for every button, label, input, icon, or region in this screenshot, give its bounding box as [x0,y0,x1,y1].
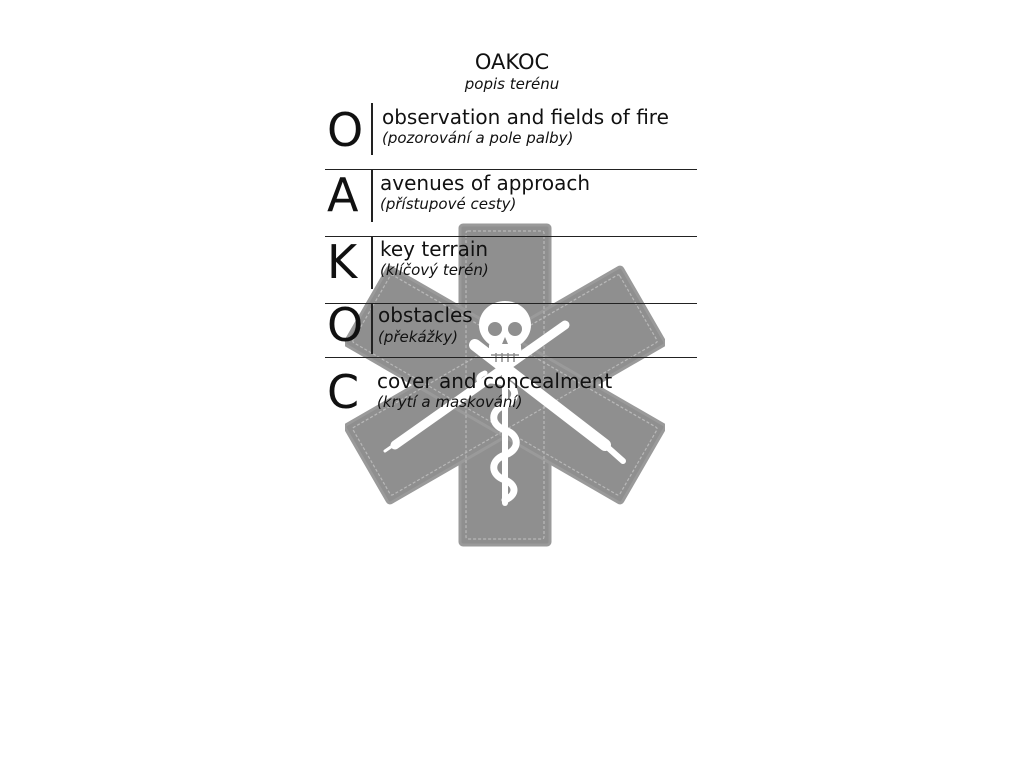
term-text: cover and concealment [377,369,613,393]
acronym-letter: K [327,235,358,289]
acronym-row [325,359,697,425]
acronym-letter: A [327,168,359,222]
acronym-letter: O [327,298,364,352]
row-divider-vertical [371,237,373,289]
translation-text: (klíčový terén) [380,261,489,279]
acronym-row [325,103,697,170]
acronym-row [325,237,697,304]
acronym-letter: O [327,103,364,157]
acronym-letter: C [327,365,360,419]
term-text: avenues of approach [380,171,591,195]
translation-text: (pozorování a pole palby) [382,129,574,147]
acronym-row [325,170,697,237]
term-text: observation and fields of fire [382,105,669,129]
row-divider-vertical [371,304,373,354]
row-divider-vertical [371,170,373,222]
page-title: OAKOC [474,50,550,74]
page-subtitle: popis terénu [464,75,560,93]
translation-text: (krytí a maskování) [377,393,523,411]
term-text: key terrain [380,237,489,261]
translation-text: (překážky) [378,328,458,346]
row-divider-vertical [371,103,373,155]
acronym-row [325,298,697,358]
translation-text: (přístupové cesty) [380,195,517,213]
term-text: obstacles [378,303,473,327]
